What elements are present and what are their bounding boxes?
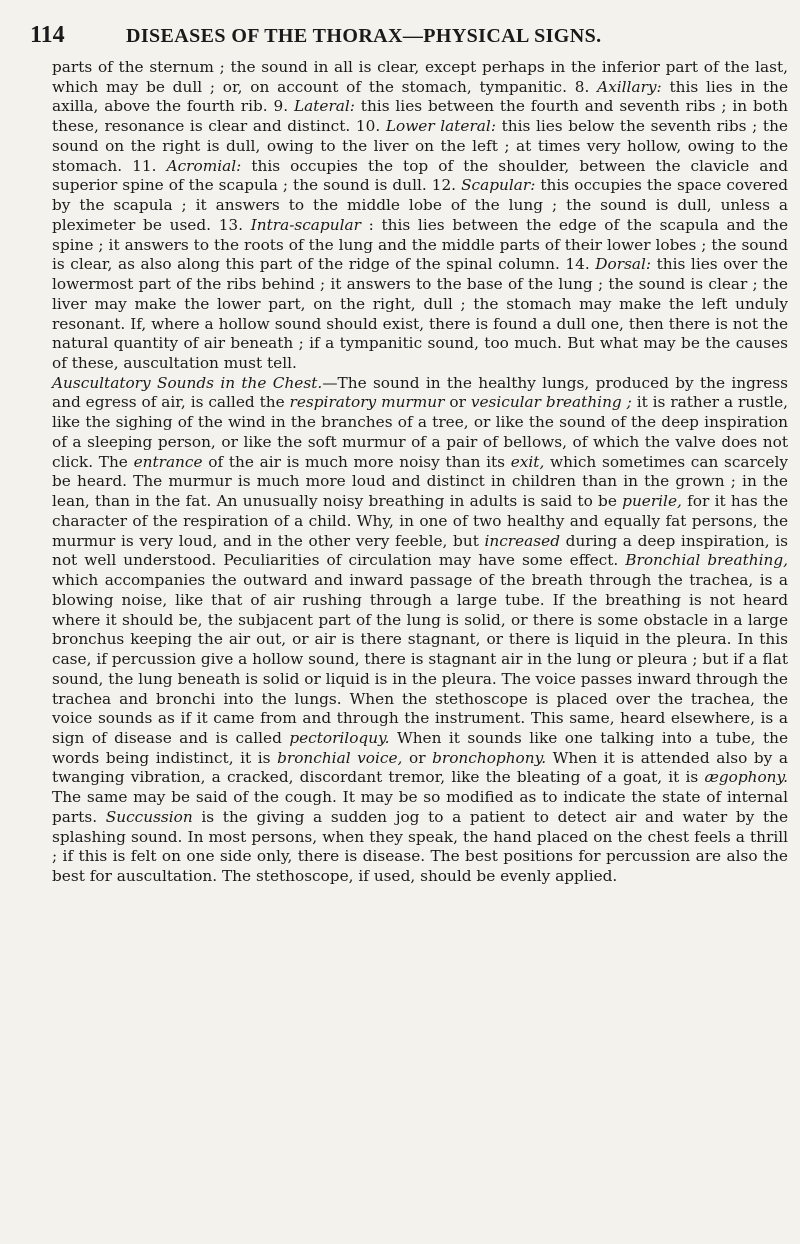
page-number: 114 <box>30 22 65 48</box>
text-run: this lies between the fourth and seventh ribs ; in both these, resonance is clear and distinct. 10. <box>52 97 788 136</box>
text-run: : this lies between the edge of the scapula and the spine ; it answers to the roots of the lung and the middle parts of their lower lobes ; the sound is clear, as also along this part of the ridge of the spinal column. 14. <box>52 215 788 274</box>
page-body <box>52 58 788 887</box>
text-run: during a deep inspiration, is not well understood. Peculiarities of circulation may have some effect. <box>52 531 789 570</box>
term-respiratory-murmur: respiratory murmur <box>289 393 445 412</box>
text-run: is the giving a sudden jog to a patient to detect air and water by the splashing sound. In most persons, when they speak, the hand placed on the chest feels a thrill ; if this is felt on one side only, there is disease. The best positions for percussion are also the best for auscultation. The stethoscope, if used, should be evenly applied. <box>52 807 788 886</box>
term-bronchophony: bronchophony. <box>432 748 547 767</box>
text-run: which sometimes can scarcely be heard. The murmur is much more loud and distinct in children than in the grown ; in the lean, than in the fat. An unusually noisy breathing in adults is said to be <box>52 452 789 511</box>
term-scapular: Scapular: <box>461 176 536 195</box>
term-pectoriloquy: pectoriloquy. <box>289 728 390 747</box>
term-increased: increased <box>484 531 560 550</box>
paragraph-auscultatory-sounds <box>52 374 788 887</box>
term-exit: exit, <box>510 452 545 471</box>
term-lower-lateral: Lower lateral: <box>385 117 496 136</box>
running-title: DISEASES OF THE THORAX—PHYSICAL SIGNS. <box>126 25 602 47</box>
term-acromial: Acromial: <box>166 156 242 175</box>
text-run: —The sound in the healthy lungs, produced by the ingress and egress of air, is called the <box>52 373 788 412</box>
text-run: When it is attended also by a twanging vibration, a cracked, discordant tremor, like the bleating of a goat, it is <box>52 748 789 787</box>
term-succussion: Succussion <box>105 807 193 826</box>
text-run: The same may be said of the cough. It may be so modified as to indicate the state of internal parts. <box>52 788 788 826</box>
text-run: this lies below the seventh ribs ; the sound on the right is dull, owing to the liver on the left ; at times very hollow, owing to the stomach. 11. <box>52 117 788 175</box>
paragraph-percussion-regions <box>52 58 788 374</box>
text-run: which accompanies the outward and inward passage of the breath through the trachea, is a blowing noise, like that of air rushing through a large tube. If the breathing is not heard where it should be, the subjacent part of the lung is solid, or there is some obstacle in a large bronchus keeping the air out, or air is there stagnant, or there is liquid in the pleura. In this case, if percussion give a hollow sound, there is stagnant air in the lung or pleura ; but if a flat sound, the lung beneath is solid or liquid is in the pleura. The voice passes inward through the trachea and bronchi into the lungs. When the stethoscope is placed over the trachea, the voice sounds as if it came from and through the instrument. This same, heard elsewhere, is a sign of disease and is called <box>52 571 788 747</box>
term-lateral: Lateral: <box>293 97 355 116</box>
text-run: this lies in the axilla, above the fourth rib. 9. <box>52 77 788 116</box>
section-heading: Auscultatory Sounds in the Chest. <box>52 373 323 392</box>
text-run: or <box>444 393 471 412</box>
term-bronchial-voice: bronchial voice, <box>277 748 403 767</box>
term-vesicular-breathing: vesicular breathing ; <box>470 393 632 412</box>
text-run: parts of the sternum ; the sound in all is clear, except perhaps in the inferior part of the last, which may be dull ; or, on account of the stomach, tympanitic. 8. <box>52 58 788 96</box>
term-intra-scapular: Intra-scapular <box>250 215 361 234</box>
term-puerile: puerile, <box>622 492 682 511</box>
text-run: this occupies the top of the shoulder, between the clavicle and superior spine of the scapula ; the sound is dull. 12. <box>52 156 788 195</box>
text-run: of the air is much more noisy than its <box>202 452 511 471</box>
text-run: for it has the character of the respiration of a child. Why, in one of two healthy and equally fat persons, the murmur is very loud, and in the other very feeble, but <box>52 492 789 550</box>
text-run: it is rather a rustle, like the sighing of the wind in the branches of a tree, or like the sound of the deep inspiration of a sleeping person, or like the soft murmur of a pair of bellows, of which the valve does not click. The <box>52 393 789 471</box>
text-run: this lies over the lowermost part of the ribs behind ; it answers to the base of the lung ; the sound is clear ; the liver may make the lower part, on the right, dull ; the stomach may make the left unduly resonant. If, where a hollow sound should exist, there is found a dull one, then there is not the natural quantity of air beneath ; if a tympanitic sound, too much. But what may be the causes of these, auscultation must tell. <box>52 255 788 373</box>
text-run: this occupies the space covered by the scapula ; it answers to the middle lobe of the lung ; the sound is dull, unless a pleximeter be used. 13. <box>52 176 788 234</box>
term-aegophony: ægophony. <box>704 768 788 787</box>
text-run: When it sounds like one talking into a tube, the words being indistinct, it is <box>52 728 788 767</box>
term-axillary: Axillary: <box>597 77 662 96</box>
page-header <box>30 22 750 50</box>
term-entrance: entrance <box>133 452 203 471</box>
term-dorsal: Dorsal: <box>595 255 652 274</box>
term-bronchial-breathing: Bronchial breathing, <box>625 551 788 570</box>
text-run: or <box>402 748 433 767</box>
